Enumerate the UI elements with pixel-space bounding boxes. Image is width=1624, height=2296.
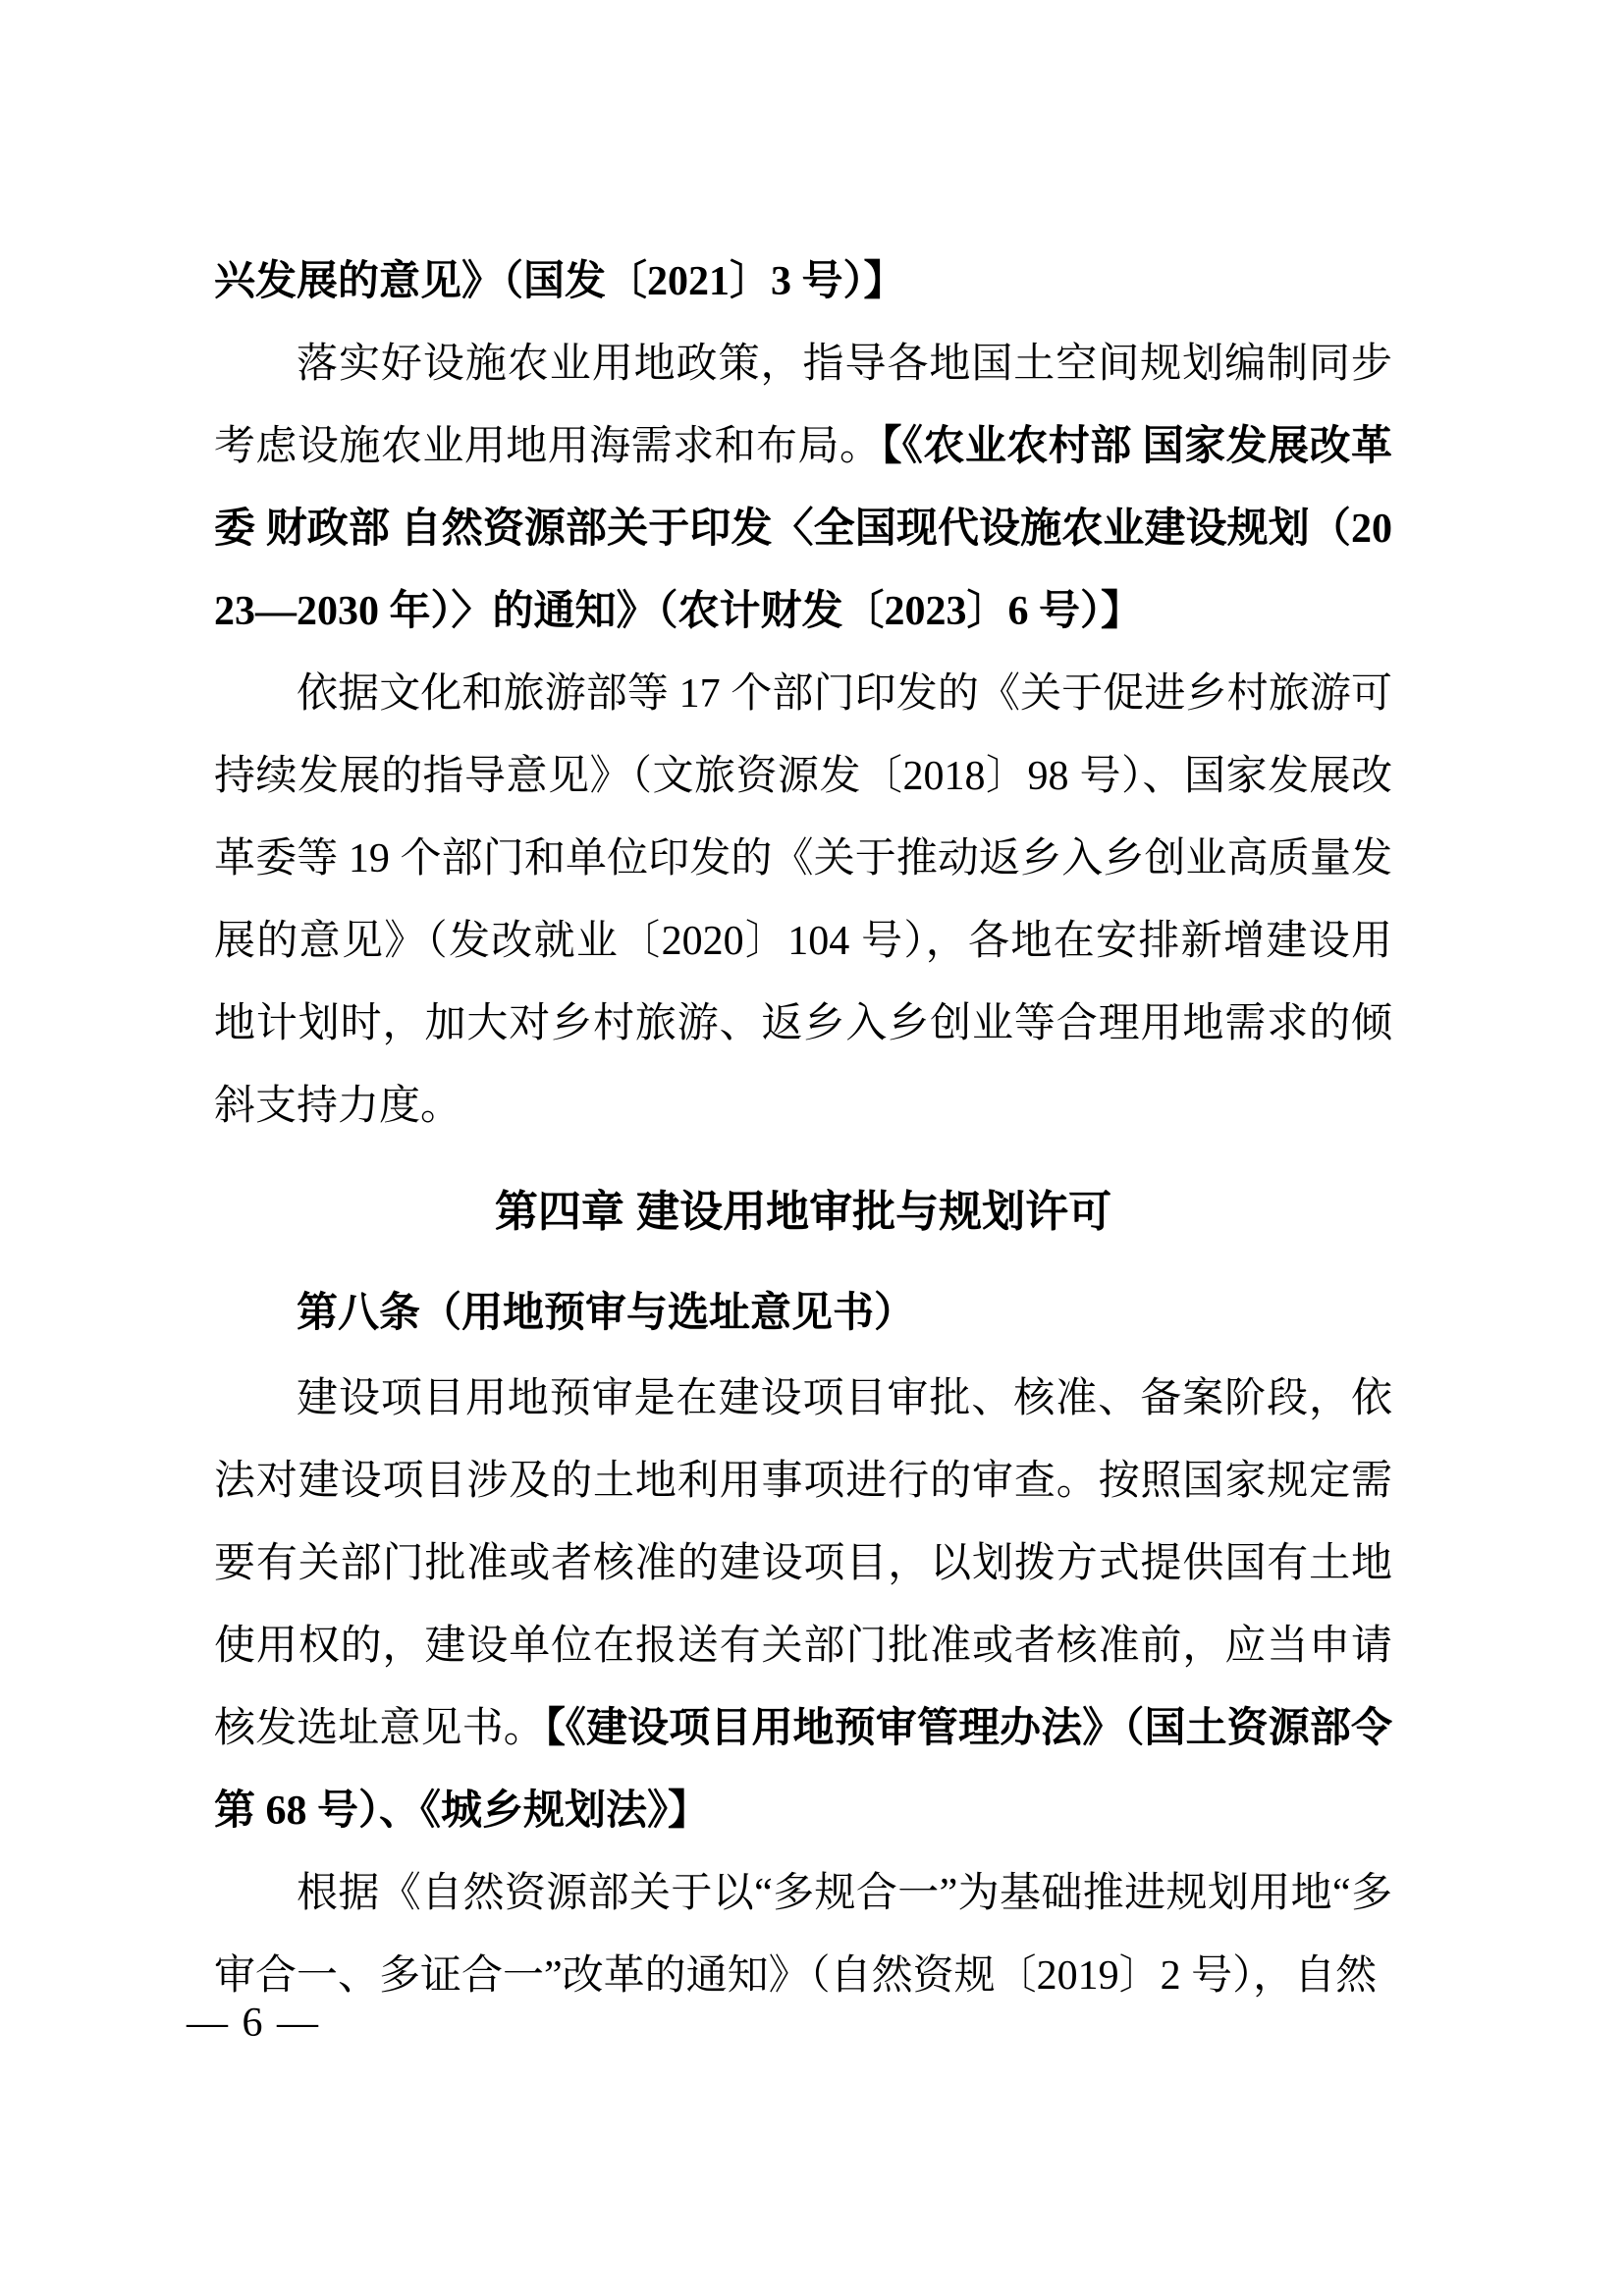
body-text: 建设项目用地预审是在建设项目审批、核准、备案阶段，依法对建设项目涉及的土地利用事项进行的审查。按照国家规定需要有关部门批准或者核准的建设项目，以划拨方式提供国有土地使用权的，建设单位在报送有关部门批准或者核准前，应当申请核发选址意见书。 [214, 1376, 1392, 1751]
citation-text: 兴发展的意见》（国发〔2021〕3 号）】 [214, 259, 905, 304]
body-text: 依据文化和旅游部等 17 个部门印发的《关于促进乡村旅游可持续发展的指导意见》（文旅资源发〔2018〕98 号）、国家发展改革委等 19 个部门和单位印发的《关于推动返乡入乡创业高质量发展的意见》（发改就业〔2020〕104 号），各地在安排新增建设用地计划时，加大对乡村旅游、返乡入乡创业等合理用地需求的倾斜支持力度。 [214, 671, 1392, 1129]
paragraph [214, 323, 1392, 653]
body-text: 落实好设施农业用地政策，指导各地国土空间规划编制同步考虑设施农业用地用海需求和布局。 [214, 342, 1392, 469]
page-footer [187, 1999, 320, 2048]
paragraph [214, 1358, 1392, 1852]
section-heading: 第八条（用地预审与选址意见书） [297, 1289, 916, 1335]
citation-text: 【《建设项目用地预审管理办法》（国土资源部令第 68 号）、《城乡规划法》】 [214, 1706, 1392, 1834]
body-text: 根据《自然资源部关于以“多规合一”为基础推进规划用地“多审合一、多证合一”改革的通知》（自然资规〔2019〕2 号），自然 [214, 1871, 1392, 1999]
document-body [214, 240, 1392, 2017]
chapter-heading: 第四章 建设用地审批与规划许可 [494, 1188, 1112, 1236]
paragraph [214, 1852, 1392, 2017]
citation-text: 【《农业农村部 国家发展改革委 财政部 自然资源部关于印发〈全国现代设施农业建设规划（2023—2030 年）〉的通知》（农计财发〔2023〕6 号）】 [214, 424, 1392, 634]
paragraph [214, 653, 1392, 1148]
paragraph [214, 240, 1392, 323]
page-number: — 6 — [187, 2001, 320, 2046]
